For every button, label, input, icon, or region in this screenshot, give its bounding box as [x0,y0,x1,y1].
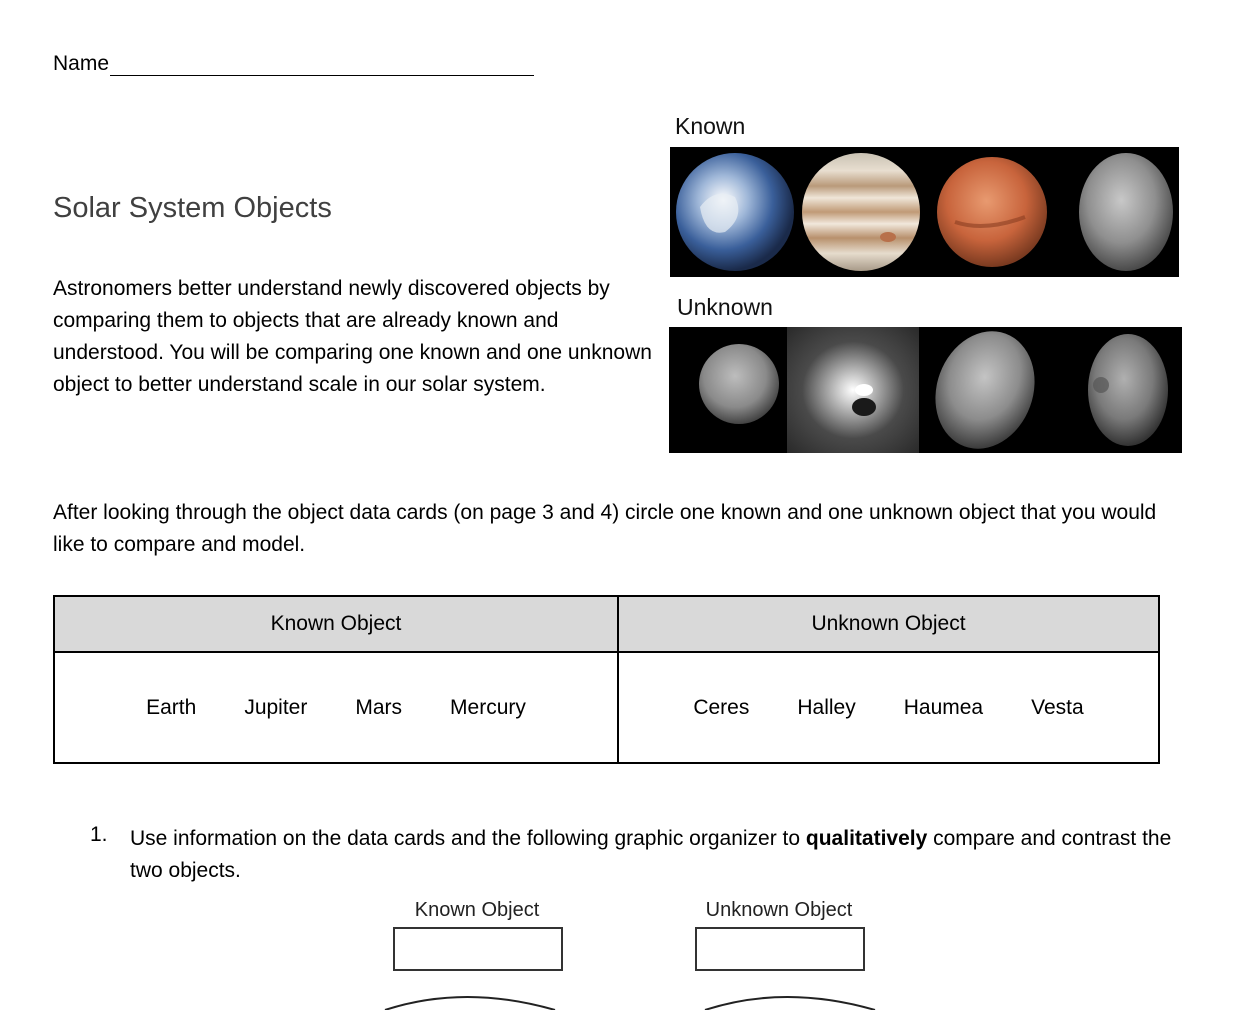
haumea-image [919,327,1050,453]
option-mercury[interactable]: Mercury [450,695,526,719]
option-vesta[interactable]: Vesta [1031,695,1084,719]
organizer-known-label: Known Object [414,899,540,921]
known-objects-image-strip [670,147,1179,277]
question-1-number: 1. [90,823,108,846]
halley-comet-image [787,327,919,453]
name-label: Name [53,52,110,75]
name-blank-line[interactable] [110,53,534,76]
organizer-circles-top [370,990,890,1010]
option-jupiter[interactable]: Jupiter [244,695,308,719]
ceres-image [699,344,779,424]
unknown-options-cell [618,652,1159,763]
unknown-objects-svg [669,327,1182,453]
known-strip-label: Known [675,113,746,139]
question-1-bold-word: qualitatively [805,827,928,850]
mars-image [937,157,1047,267]
name-field [53,52,534,76]
unknown-strip-label: Unknown [677,294,773,320]
question-1-text [130,823,1190,887]
unknown-objects-image-strip [669,327,1182,453]
jupiter-image [802,153,920,271]
known-object-header: Known Object [54,596,618,652]
option-ceres[interactable]: Ceres [693,695,750,719]
earth-image [676,153,794,271]
known-objects-svg [670,147,1179,277]
mercury-image [1079,153,1173,271]
option-mars[interactable]: Mars [355,695,403,719]
organizer-known-box[interactable] [393,927,563,971]
known-options-cell [54,652,618,763]
option-haumea[interactable]: Haumea [903,695,984,719]
question-1-text-after: compare and contrast the two objects. [130,827,1172,882]
vesta-image [1088,334,1168,446]
option-earth[interactable]: Earth [146,695,197,719]
organizer-unknown-label: Unknown Object [705,899,853,921]
instructions-paragraph: After looking through the object data cards (on page 3 and 4) circle one known and one unknown object that you would like to compare and model. [53,501,1157,556]
question-1-text-before: Use information on the data cards and the following graphic organizer to [130,827,806,850]
unknown-object-header: Unknown Object [618,596,1159,652]
option-halley[interactable]: Halley [797,695,856,719]
page-title: Solar System Objects [53,192,332,224]
organizer-unknown-box[interactable] [695,927,865,971]
intro-paragraph: Astronomers better understand newly discovered objects by comparing them to objects that are already known and understood. You will be comparing one known and one unknown object to better understand scale in our solar system. [53,277,652,396]
object-choice-table [53,595,1160,764]
